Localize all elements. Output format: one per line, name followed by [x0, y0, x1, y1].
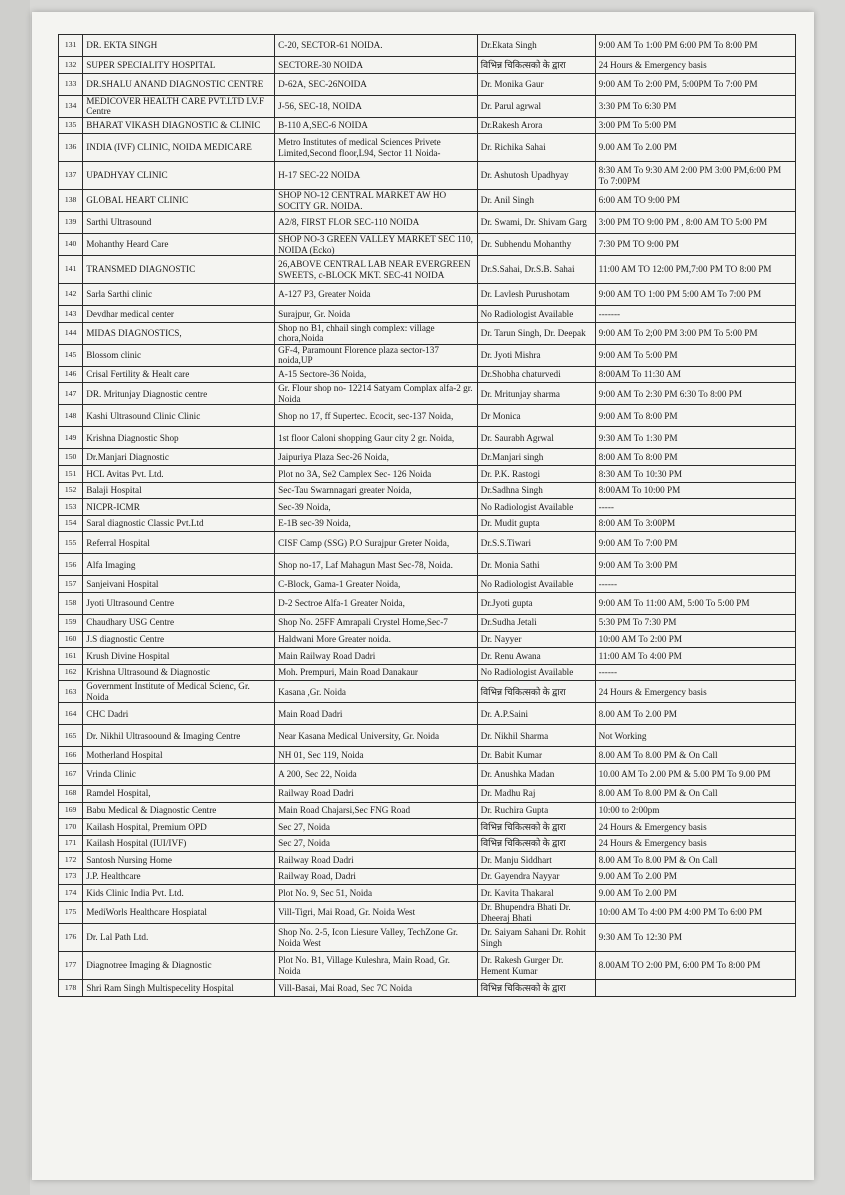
table-row — [59, 554, 796, 576]
doctor-cell: Dr. Manju Siddhart — [477, 852, 595, 869]
timing-cell: 8.00AM TO 2:00 PM, 6:00 PM To 8:00 PM — [595, 952, 795, 980]
serial-number-cell: 143 — [59, 306, 83, 323]
centre-name-cell: DR. EKTA SINGH — [83, 35, 275, 57]
centre-name-cell: Babu Medical & Diagnostic Centre — [83, 802, 275, 819]
doctor-cell: No Radiologist Available — [477, 576, 595, 593]
serial-number-cell: 162 — [59, 664, 83, 681]
table-row — [59, 344, 796, 366]
table-row — [59, 35, 796, 57]
serial-number-cell: 164 — [59, 703, 83, 725]
centre-name-cell: J.S diagnostic Centre — [83, 631, 275, 648]
serial-number-cell: 158 — [59, 592, 83, 614]
serial-number-cell: 133 — [59, 73, 83, 95]
serial-number-cell: 166 — [59, 747, 83, 764]
timing-cell: 8:00AM To 11:30 AM — [595, 366, 795, 383]
address-cell: 1st floor Caloni shopping Gaur city 2 gr. Noida, — [275, 427, 477, 449]
serial-number-cell: 144 — [59, 322, 83, 344]
centre-name-cell: DR. Mritunjay Diagnostic centre — [83, 383, 275, 405]
centre-name-cell: Diagnotree Imaging & Diagnostic — [83, 952, 275, 980]
timing-cell: 24 Hours & Emergency basis — [595, 835, 795, 852]
doctor-cell: Dr.Jyoti gupta — [477, 592, 595, 614]
centre-name-cell: HCL Avitas Pvt. Ltd. — [83, 465, 275, 482]
centre-name-cell: Saral diagnostic Classic Pvt.Ltd — [83, 515, 275, 532]
timing-cell: 9:00 AM TO 1:00 PM 5:00 AM To 7:00 PM — [595, 284, 795, 306]
serial-number-cell: 156 — [59, 554, 83, 576]
doctor-cell: Dr. Mudit gupta — [477, 515, 595, 532]
table-row — [59, 284, 796, 306]
address-cell: Plot no 3A, Se2 Camplex Sec- 126 Noida — [275, 465, 477, 482]
timing-cell: 9:00 AM To 2;00 PM 3:00 PM To 5:00 PM — [595, 322, 795, 344]
address-cell: B-110 A,SEC-6 NOIDA — [275, 117, 477, 134]
doctor-cell: Dr. Swami, Dr. Shivam Garg — [477, 212, 595, 234]
doctor-cell: Dr.Manjari singh — [477, 449, 595, 466]
address-cell: GF-4, Paramount Florence plaza sector-137 noida,UP — [275, 344, 477, 366]
document-page — [32, 12, 814, 1180]
serial-number-cell: 150 — [59, 449, 83, 466]
doctor-cell: Dr. Rakesh Gurger Dr. Hement Kumar — [477, 952, 595, 980]
serial-number-cell: 152 — [59, 482, 83, 499]
serial-number-cell: 145 — [59, 344, 83, 366]
centre-name-cell: Kids Clinic India Pvt. Ltd. — [83, 885, 275, 902]
table-row — [59, 405, 796, 427]
centre-name-cell: INDIA (IVF) CLINIC, NOIDA MEDICARE — [83, 134, 275, 162]
address-cell: D-62A, SEC-26NOIDA — [275, 73, 477, 95]
doctor-cell: No Radiologist Available — [477, 499, 595, 516]
timing-cell: 9:00 AM To 1:00 PM 6:00 PM To 8:00 PM — [595, 35, 795, 57]
table-row — [59, 212, 796, 234]
table-row — [59, 924, 796, 952]
serial-number-cell: 171 — [59, 835, 83, 852]
doctor-cell: Dr. Gayendra Nayyar — [477, 868, 595, 885]
centre-name-cell: Kailash Hospital (IUI/IVF) — [83, 835, 275, 852]
centre-name-cell: BHARAT VIKASH DIAGNOSTIC & CLINIC — [83, 117, 275, 134]
timing-cell: ------ — [595, 576, 795, 593]
timing-cell: 11:00 AM To 4:00 PM — [595, 648, 795, 665]
table-row — [59, 835, 796, 852]
table-row — [59, 952, 796, 980]
serial-number-cell: 177 — [59, 952, 83, 980]
doctor-cell: Dr. Renu Awana — [477, 648, 595, 665]
timing-cell: 10:00 AM To 2:00 PM — [595, 631, 795, 648]
centre-name-cell: Crisal Fertility & Healt care — [83, 366, 275, 383]
table-row — [59, 162, 796, 190]
serial-number-cell: 157 — [59, 576, 83, 593]
timing-cell: 7:30 PM TO 9:00 PM — [595, 234, 795, 256]
table-row — [59, 134, 796, 162]
table-row — [59, 592, 796, 614]
address-cell: Vill-Tigri, Mai Road, Gr. Noida West — [275, 902, 477, 924]
serial-number-cell: 147 — [59, 383, 83, 405]
table-row — [59, 383, 796, 405]
doctor-cell: Dr. Ruchira Gupta — [477, 802, 595, 819]
table-row — [59, 499, 796, 516]
centre-name-cell: Kailash Hospital, Premium OPD — [83, 819, 275, 836]
centre-name-cell: Mohanthy Heard Care — [83, 234, 275, 256]
doctor-cell: Dr. Kavita Thakaral — [477, 885, 595, 902]
address-cell: A2/8, FIRST FLOR SEC-110 NOIDA — [275, 212, 477, 234]
address-cell: Railway Road Dadri — [275, 785, 477, 802]
doctor-cell: Dr. Monia Sathi — [477, 554, 595, 576]
table-row — [59, 902, 796, 924]
doctor-cell: Dr. Saiyam Sahani Dr. Rohit Singh — [477, 924, 595, 952]
timing-cell: 8.00 AM To 8.00 PM & On Call — [595, 852, 795, 869]
table-row — [59, 256, 796, 284]
table-row — [59, 885, 796, 902]
table-row — [59, 449, 796, 466]
timing-cell: 8.00 AM To 8.00 PM & On Call — [595, 785, 795, 802]
timing-cell: 9.00 AM To 2.00 PM — [595, 885, 795, 902]
table-row — [59, 785, 796, 802]
centre-name-cell: Ramdel Hospital, — [83, 785, 275, 802]
centre-name-cell: Blossom clinic — [83, 344, 275, 366]
address-cell: Plot No. B1, Village Kuleshra, Main Road, Gr. Noida — [275, 952, 477, 980]
table-row — [59, 868, 796, 885]
timing-cell: 9:00 AM To 2:30 PM 6:30 To 8:00 PM — [595, 383, 795, 405]
centre-name-cell: Shri Ram Singh Multispecelity Hospital — [83, 980, 275, 997]
doctor-cell: विभिन्न चिकित्सको के द्वारा — [477, 57, 595, 74]
centre-name-cell: GLOBAL HEART CLINIC — [83, 190, 275, 212]
serial-number-cell: 141 — [59, 256, 83, 284]
doctor-cell: विभिन्न चिकित्सको के द्वारा — [477, 980, 595, 997]
timing-cell: 9:00 AM To 11:00 AM, 5:00 To 5:00 PM — [595, 592, 795, 614]
table-row — [59, 576, 796, 593]
table-body — [59, 35, 796, 997]
timing-cell: 9:30 AM To 12:30 PM — [595, 924, 795, 952]
doctor-cell: Dr.S.S.Tiwari — [477, 532, 595, 554]
address-cell: Sec 27, Noida — [275, 819, 477, 836]
centre-name-cell: Krishna Ultrasound & Diagnostic — [83, 664, 275, 681]
centre-name-cell: Jyoti Ultrasound Centre — [83, 592, 275, 614]
timing-cell: 8:30 AM To 9:30 AM 2:00 PM 3:00 PM,6:00 PM To 7:00PM — [595, 162, 795, 190]
timing-cell: ------- — [595, 306, 795, 323]
timing-cell: 24 Hours & Emergency basis — [595, 681, 795, 703]
centre-name-cell: NICPR-ICMR — [83, 499, 275, 516]
table-row — [59, 234, 796, 256]
doctor-cell: Dr. Ashutosh Upadhyay — [477, 162, 595, 190]
centre-name-cell: Santosh Nursing Home — [83, 852, 275, 869]
serial-number-cell: 134 — [59, 95, 83, 117]
table-row — [59, 648, 796, 665]
serial-number-cell: 137 — [59, 162, 83, 190]
serial-number-cell: 159 — [59, 614, 83, 631]
doctor-cell: Dr. Saurabh Agrwal — [477, 427, 595, 449]
address-cell: Railway Road Dadri — [275, 852, 477, 869]
table-row — [59, 763, 796, 785]
doctor-cell: No Radiologist Available — [477, 306, 595, 323]
serial-number-cell: 173 — [59, 868, 83, 885]
serial-number-cell: 135 — [59, 117, 83, 134]
timing-cell: 9:00 AM To 2:00 PM, 5:00PM To 7:00 PM — [595, 73, 795, 95]
table-row — [59, 703, 796, 725]
serial-number-cell: 172 — [59, 852, 83, 869]
centre-name-cell: MediWorls Healthcare Hospiatal — [83, 902, 275, 924]
timing-cell: Not Working — [595, 725, 795, 747]
centre-name-cell: MIDAS DIAGNOSTICS, — [83, 322, 275, 344]
serial-number-cell: 140 — [59, 234, 83, 256]
address-cell: A 200, Sec 22, Noida — [275, 763, 477, 785]
doctor-cell: Dr.Sadhna Singh — [477, 482, 595, 499]
doctor-cell: Dr. Bhupendra Bhati Dr. Dheeraj Bhati — [477, 902, 595, 924]
timing-cell: 8:00AM To 10:00 PM — [595, 482, 795, 499]
centre-name-cell: Dr.Manjari Diagnostic — [83, 449, 275, 466]
serial-number-cell: 167 — [59, 763, 83, 785]
centre-name-cell: DR.SHALU ANAND DIAGNOSTIC CENTRE — [83, 73, 275, 95]
doctor-cell: Dr. Anushka Madan — [477, 763, 595, 785]
table-row — [59, 482, 796, 499]
timing-cell: 8:30 AM To 10:30 PM — [595, 465, 795, 482]
timing-cell: 10:00 to 2:00pm — [595, 802, 795, 819]
table-row — [59, 725, 796, 747]
doctor-cell: Dr. Monika Gaur — [477, 73, 595, 95]
centre-name-cell: UPADHYAY CLINIC — [83, 162, 275, 190]
address-cell: Shop no-17, Laf Mahagun Mast Sec-78, Noida. — [275, 554, 477, 576]
address-cell: Moh. Prempuri, Main Road Danakaur — [275, 664, 477, 681]
address-cell: Haldwani More Greater noida. — [275, 631, 477, 648]
serial-number-cell: 149 — [59, 427, 83, 449]
centre-name-cell: J.P. Healthcare — [83, 868, 275, 885]
address-cell: E-1B sec-39 Noida, — [275, 515, 477, 532]
serial-number-cell: 131 — [59, 35, 83, 57]
doctor-cell: विभिन्न चिकित्सको के द्वारा — [477, 819, 595, 836]
address-cell: Gr. Flour shop no- 12214 Satyam Complax alfa-2 gr. Noida — [275, 383, 477, 405]
address-cell: SHOP NO-12 CENTRAL MARKET AW HO SOCITY GR. NOIDA. — [275, 190, 477, 212]
timing-cell: 9.00 AM To 2.00 PM — [595, 134, 795, 162]
serial-number-cell: 142 — [59, 284, 83, 306]
table-row — [59, 57, 796, 74]
timing-cell: 3:30 PM To 6:30 PM — [595, 95, 795, 117]
address-cell: Main Railway Road Dadri — [275, 648, 477, 665]
table-row — [59, 614, 796, 631]
timing-cell: 11:00 AM TO 12:00 PM,7:00 PM TO 8:00 PM — [595, 256, 795, 284]
serial-number-cell: 153 — [59, 499, 83, 516]
centre-name-cell: Krush Divine Hospital — [83, 648, 275, 665]
address-cell: Shop No. 2-5, Icon Liesure Valley, TechZone Gr. Noida West — [275, 924, 477, 952]
address-cell: C-Block, Gama-1 Greater Noida, — [275, 576, 477, 593]
table-row — [59, 852, 796, 869]
serial-number-cell: 178 — [59, 980, 83, 997]
centre-name-cell: Referral Hospital — [83, 532, 275, 554]
centre-name-cell: Devdhar medical center — [83, 306, 275, 323]
serial-number-cell: 138 — [59, 190, 83, 212]
serial-number-cell: 151 — [59, 465, 83, 482]
address-cell: A-127 P3, Greater Noida — [275, 284, 477, 306]
address-cell: D-2 Sectroe Alfa-1 Greater Noida, — [275, 592, 477, 614]
table-row — [59, 190, 796, 212]
address-cell: NH 01, Sec 119, Noida — [275, 747, 477, 764]
serial-number-cell: 170 — [59, 819, 83, 836]
centre-name-cell: Dr. Nikhil Ultrasoound & Imaging Centre — [83, 725, 275, 747]
doctor-cell: Dr. Tarun Singh, Dr. Deepak — [477, 322, 595, 344]
table-row — [59, 95, 796, 117]
doctor-cell: No Radiologist Available — [477, 664, 595, 681]
serial-number-cell: 168 — [59, 785, 83, 802]
centre-name-cell: Balaji Hospital — [83, 482, 275, 499]
address-cell: Vill-Basai, Mai Road, Sec 7C Noida — [275, 980, 477, 997]
table-row — [59, 366, 796, 383]
table-row — [59, 681, 796, 703]
timing-cell: ------ — [595, 664, 795, 681]
timing-cell: ----- — [595, 499, 795, 516]
address-cell: SHOP NO-3 GREEN VALLEY MARKET SEC 110, NOIDA (Ecko) — [275, 234, 477, 256]
timing-cell: 24 Hours & Emergency basis — [595, 57, 795, 74]
scan-background — [0, 0, 30, 1195]
doctor-cell: Dr. Madhu Raj — [477, 785, 595, 802]
table-row — [59, 532, 796, 554]
address-cell: Plot No. 9, Sec 51, Noida — [275, 885, 477, 902]
doctor-cell: Dr. P.K. Rastogi — [477, 465, 595, 482]
timing-cell: 8:00 AM To 8:00 PM — [595, 449, 795, 466]
centre-name-cell: Alfa Imaging — [83, 554, 275, 576]
table-row — [59, 631, 796, 648]
address-cell: Main Road Dadri — [275, 703, 477, 725]
address-cell: C-20, SECTOR-61 NOIDA. — [275, 35, 477, 57]
centre-name-cell: TRANSMED DIAGNOSTIC — [83, 256, 275, 284]
timing-cell — [595, 980, 795, 997]
address-cell: Near Kasana Medical University, Gr. Noida — [275, 725, 477, 747]
timing-cell: 6:00 AM TO 9:00 PM — [595, 190, 795, 212]
centre-name-cell: Kashi Ultrasound Clinic Clinic — [83, 405, 275, 427]
serial-number-cell: 132 — [59, 57, 83, 74]
serial-number-cell: 160 — [59, 631, 83, 648]
table-row — [59, 306, 796, 323]
address-cell: A-15 Sectore-36 Noida, — [275, 366, 477, 383]
centre-name-cell: Government Institute of Medical Scienc, Gr. Noida — [83, 681, 275, 703]
centre-name-cell: Krishna Diagnostic Shop — [83, 427, 275, 449]
table-row — [59, 664, 796, 681]
timing-cell: 10:00 AM To 4:00 PM 4:00 PM To 6:00 PM — [595, 902, 795, 924]
address-cell: Metro Institutes of medical Sciences Privete Limited,Second floor,L94, Sector 11 Noida- — [275, 134, 477, 162]
doctor-cell: Dr. Subhendu Mohanthy — [477, 234, 595, 256]
doctor-cell: Dr. Babit Kumar — [477, 747, 595, 764]
doctor-cell: Dr. Lavlesh Purushotam — [477, 284, 595, 306]
address-cell: Sec 27, Noida — [275, 835, 477, 852]
address-cell: Main Road Chajarsi,Sec FNG Road — [275, 802, 477, 819]
address-cell: Shop no B1, chhail singh complex: village chora,Noida — [275, 322, 477, 344]
table-row — [59, 73, 796, 95]
doctor-cell: Dr. Richika Sahai — [477, 134, 595, 162]
table-row — [59, 747, 796, 764]
doctor-cell: Dr.Shobha chaturvedi — [477, 366, 595, 383]
timing-cell: 9:00 AM To 7:00 PM — [595, 532, 795, 554]
doctor-cell: Dr. Jyoti Mishra — [477, 344, 595, 366]
timing-cell: 8:00 AM To 3:00PM — [595, 515, 795, 532]
address-cell: Jaipuriya Plaza Sec-26 Noida, — [275, 449, 477, 466]
address-cell: Railway Road, Dadri — [275, 868, 477, 885]
timing-cell: 9:00 AM To 3:00 PM — [595, 554, 795, 576]
doctor-cell: विभिन्न चिकित्सको के द्वारा — [477, 835, 595, 852]
table-row — [59, 802, 796, 819]
timing-cell: 3:00 PM To 5:00 PM — [595, 117, 795, 134]
doctor-cell: Dr. Nikhil Sharma — [477, 725, 595, 747]
centre-name-cell: Chaudhary USG Centre — [83, 614, 275, 631]
serial-number-cell: 154 — [59, 515, 83, 532]
doctor-cell: विभिन्न चिकित्सको के द्वारा — [477, 681, 595, 703]
centre-name-cell: Sanjeivani Hospital — [83, 576, 275, 593]
doctor-cell: Dr. Nayyer — [477, 631, 595, 648]
table-row — [59, 322, 796, 344]
doctor-cell: Dr.S.Sahai, Dr.S.B. Sahai — [477, 256, 595, 284]
doctor-cell: Dr. A.P.Saini — [477, 703, 595, 725]
serial-number-cell: 146 — [59, 366, 83, 383]
centre-name-cell: Dr. Lal Path Ltd. — [83, 924, 275, 952]
timing-cell: 5:30 PM To 7:30 PM — [595, 614, 795, 631]
diagnostic-centre-table — [58, 34, 796, 997]
table-row — [59, 117, 796, 134]
serial-number-cell: 175 — [59, 902, 83, 924]
timing-cell: 9.00 AM To 2.00 PM — [595, 868, 795, 885]
table-row — [59, 427, 796, 449]
address-cell: Sec-Tau Swarnnagari greater Noida, — [275, 482, 477, 499]
serial-number-cell: 148 — [59, 405, 83, 427]
address-cell: J-56, SEC-18, NOIDA — [275, 95, 477, 117]
serial-number-cell: 161 — [59, 648, 83, 665]
address-cell: CISF Camp (SSG) P.O Surajpur Greter Noida, — [275, 532, 477, 554]
doctor-cell: Dr. Mritunjay sharma — [477, 383, 595, 405]
centre-name-cell: SUPER SPECIALITY HOSPITAL — [83, 57, 275, 74]
centre-name-cell: CHC Dadri — [83, 703, 275, 725]
address-cell: Sec-39 Noida, — [275, 499, 477, 516]
serial-number-cell: 169 — [59, 802, 83, 819]
serial-number-cell: 155 — [59, 532, 83, 554]
table-row — [59, 465, 796, 482]
timing-cell: 9:00 AM To 8:00 PM — [595, 405, 795, 427]
address-cell: H-17 SEC-22 NOIDA — [275, 162, 477, 190]
centre-name-cell: Vrinda Clinic — [83, 763, 275, 785]
address-cell: 26,ABOVE CENTRAL LAB NEAR EVERGREEN SWEETS, c-BLOCK MKT. SEC-41 NOIDA — [275, 256, 477, 284]
doctor-cell: Dr.Sudha Jetali — [477, 614, 595, 631]
serial-number-cell: 163 — [59, 681, 83, 703]
timing-cell: 3:00 PM TO 9:00 PM , 8:00 AM TO 5:00 PM — [595, 212, 795, 234]
table-row — [59, 819, 796, 836]
timing-cell: 9:30 AM To 1:30 PM — [595, 427, 795, 449]
timing-cell: 8.00 AM To 8.00 PM & On Call — [595, 747, 795, 764]
address-cell: Shop no 17, ff Supertec. Ecocit, sec-137 Noida, — [275, 405, 477, 427]
doctor-cell: Dr Monica — [477, 405, 595, 427]
centre-name-cell: MEDICOVER HEALTH CARE PVT.LTD LV.F Centre — [83, 95, 275, 117]
timing-cell: 24 Hours & Emergency basis — [595, 819, 795, 836]
serial-number-cell: 176 — [59, 924, 83, 952]
doctor-cell: Dr. Parul agrwal — [477, 95, 595, 117]
address-cell: Surajpur, Gr. Noida — [275, 306, 477, 323]
serial-number-cell: 165 — [59, 725, 83, 747]
serial-number-cell: 139 — [59, 212, 83, 234]
doctor-cell: Dr.Ekata Singh — [477, 35, 595, 57]
serial-number-cell: 174 — [59, 885, 83, 902]
address-cell: Shop No. 25FF Amrapali Crystel Home,Sec-7 — [275, 614, 477, 631]
serial-number-cell: 136 — [59, 134, 83, 162]
table-row — [59, 980, 796, 997]
address-cell: SECTORE-30 NOIDA — [275, 57, 477, 74]
timing-cell: 10.00 AM To 2.00 PM & 5.00 PM To 9.00 PM — [595, 763, 795, 785]
centre-name-cell: Sarthi Ultrasound — [83, 212, 275, 234]
doctor-cell: Dr.Rakesh Arora — [477, 117, 595, 134]
timing-cell: 8.00 AM To 2.00 PM — [595, 703, 795, 725]
address-cell: Kasana ,Gr. Noida — [275, 681, 477, 703]
doctor-cell: Dr. Anil Singh — [477, 190, 595, 212]
timing-cell: 9:00 AM To 5:00 PM — [595, 344, 795, 366]
centre-name-cell: Motherland Hospital — [83, 747, 275, 764]
centre-name-cell: Sarla Sarthi clinic — [83, 284, 275, 306]
table-row — [59, 515, 796, 532]
